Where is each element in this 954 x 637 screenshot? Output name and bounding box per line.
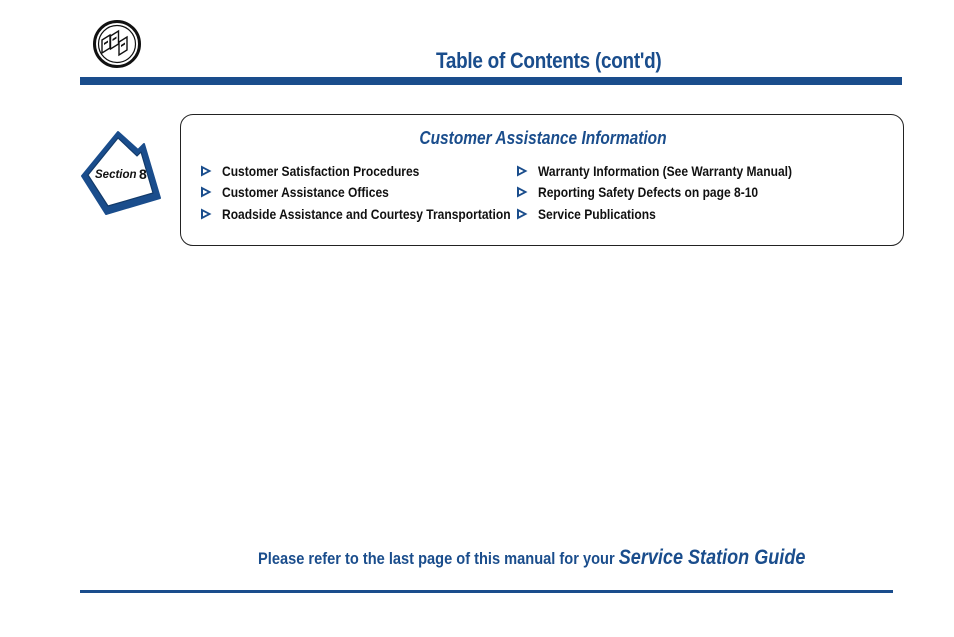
arrow-badge-icon[interactable]: [76, 126, 171, 218]
list-item-label: Reporting Safety Defects on page 8-10: [538, 184, 759, 201]
footer-note-text: Please refer to the last page of this manual for your: [258, 549, 615, 568]
list-item[interactable]: [199, 203, 558, 225]
triangle-bullet-icon: [199, 164, 213, 178]
footer-note: [258, 546, 805, 570]
triangle-bullet-icon: [515, 207, 529, 221]
footer-rule: [80, 590, 893, 593]
triangle-bullet-icon: [515, 164, 529, 178]
section-number: 8: [139, 166, 147, 182]
list-item-label: Customer Assistance Offices: [222, 184, 389, 201]
list-item[interactable]: [199, 160, 558, 182]
section-contents-box: [180, 114, 904, 246]
list-item[interactable]: [199, 182, 558, 204]
section-label: Section: [95, 169, 137, 181]
triangle-bullet-icon: [515, 185, 529, 199]
list-item[interactable]: [515, 160, 833, 182]
contents-list-left: [199, 160, 558, 225]
list-item-label: Roadside Assistance and Courtesy Transportation: [222, 205, 511, 222]
list-item-label: Service Publications: [538, 205, 656, 222]
list-item-label: Customer Satisfaction Procedures: [222, 162, 420, 179]
header-rule: [80, 77, 902, 85]
list-item-label: Warranty Information (See Warranty Manual): [538, 162, 792, 179]
triangle-bullet-icon: [199, 207, 213, 221]
list-item[interactable]: [515, 203, 833, 225]
triangle-bullet-icon: [199, 185, 213, 199]
page-title: Table of Contents (cont'd): [435, 48, 662, 73]
service-station-guide-link[interactable]: Service Station Guide: [618, 546, 806, 569]
section-title: Customer Assistance Information: [419, 128, 667, 148]
contents-list-right: [515, 160, 833, 225]
list-item[interactable]: [515, 182, 833, 204]
